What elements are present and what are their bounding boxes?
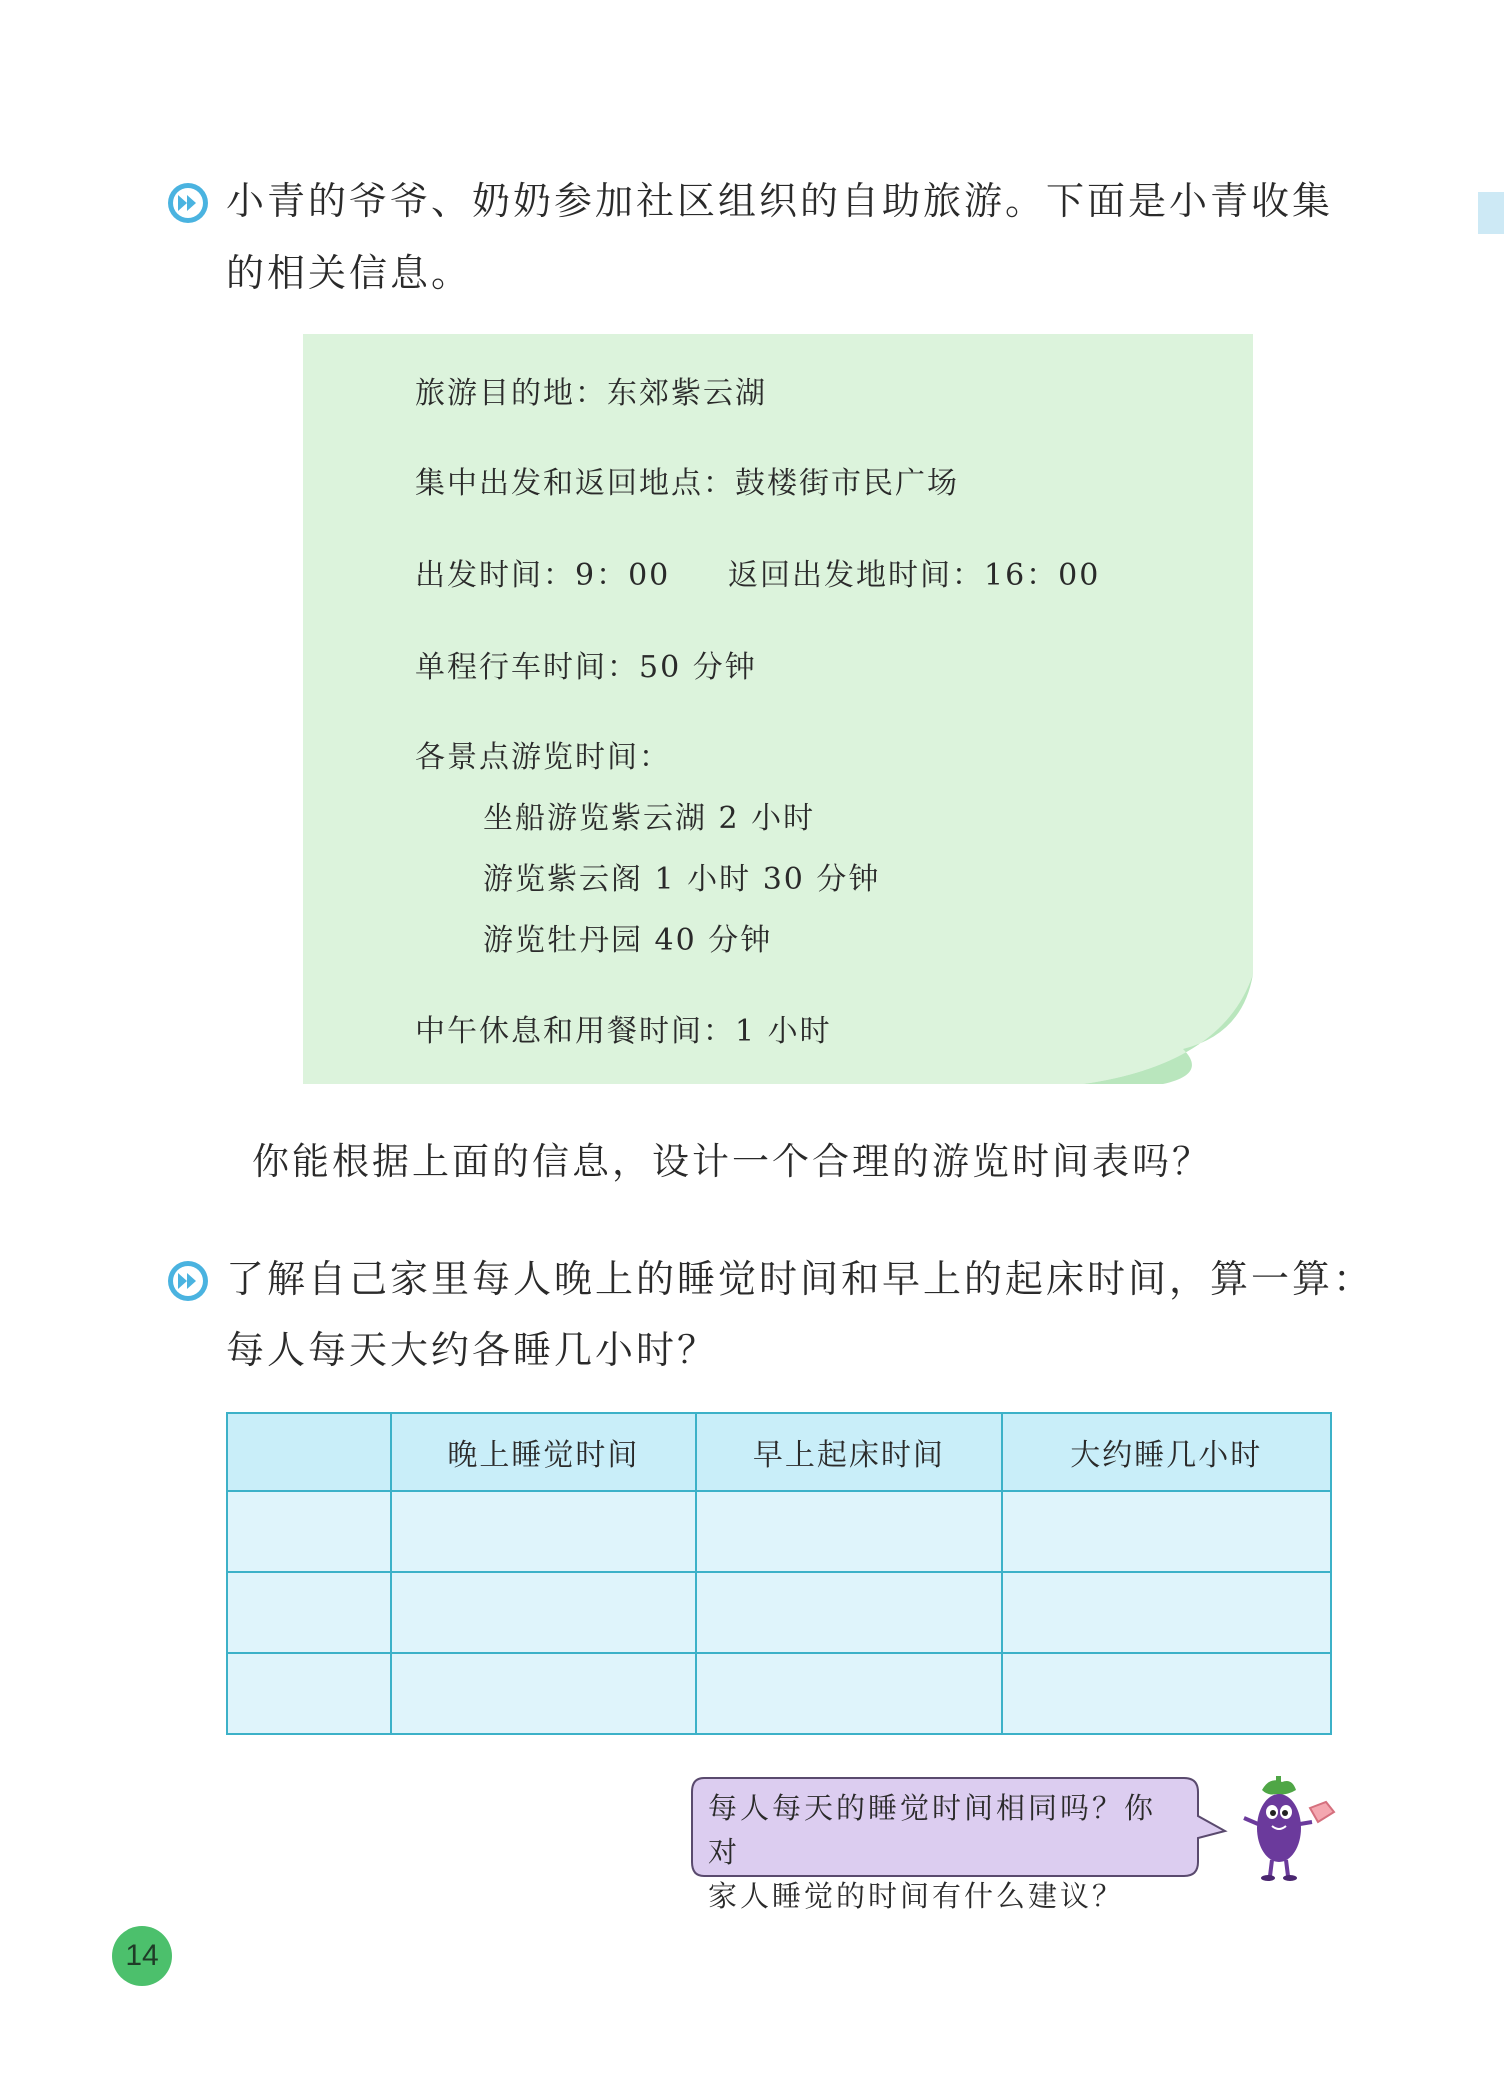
table-cell[interactable] xyxy=(227,1653,391,1734)
page-number-badge: 14 xyxy=(112,1926,172,1986)
play-bullet-icon xyxy=(168,183,208,223)
travel-info-card xyxy=(303,334,1253,1084)
table-cell[interactable] xyxy=(227,1572,391,1653)
bubble-line-1: 每人每天的睡觉时间相同吗？你对 xyxy=(708,1791,1157,1869)
eggplant-mascot-icon xyxy=(1230,1772,1340,1888)
table-header-cell: 大约睡几小时 xyxy=(1002,1413,1331,1491)
table-header-cell: 早上起床时间 xyxy=(696,1413,1001,1491)
table-cell[interactable] xyxy=(696,1572,1001,1653)
return-time-text: 返回出发地时间：16：00 xyxy=(728,558,1101,593)
one-way-drive-text: 单程行车时间：50 分钟 xyxy=(415,650,757,685)
table-cell[interactable] xyxy=(1002,1653,1331,1734)
table-cell[interactable] xyxy=(696,1491,1001,1572)
table-cell[interactable] xyxy=(391,1491,696,1572)
question-2-line-2: 每人每天大约各睡几小时？ xyxy=(226,1328,719,1372)
table-header-cell: 晚上睡觉时间 xyxy=(391,1413,696,1491)
lunch-break-text: 中午休息和用餐时间：1 小时 xyxy=(415,1014,832,1049)
table-cell[interactable] xyxy=(391,1572,696,1653)
table-row xyxy=(227,1653,1331,1734)
table-row xyxy=(227,1491,1331,1572)
destination-text: 旅游目的地：东郊紫云湖 xyxy=(415,376,767,411)
speech-bubble xyxy=(690,1776,1200,1913)
table-cell[interactable] xyxy=(696,1653,1001,1734)
table-header-row xyxy=(227,1413,1331,1491)
bubble-line-2: 家人睡觉的时间有什么建议？ xyxy=(708,1879,1125,1913)
sight-item: 坐船游览紫云湖 2 小时 xyxy=(483,801,816,836)
question-1-line-1: 小青的爷爷、奶奶参加社区组织的自助旅游。下面是小青收集 xyxy=(226,179,1334,223)
table-cell[interactable] xyxy=(1002,1491,1331,1572)
play-bullet-icon xyxy=(168,1261,208,1301)
side-tab-marker xyxy=(1478,192,1504,234)
question-2-line-1: 了解自己家里每人晚上的睡觉时间和早上的起床时间，算一算： xyxy=(226,1257,1375,1301)
table-header-cell xyxy=(227,1413,391,1491)
sleep-time-table xyxy=(226,1412,1332,1735)
sights-heading: 各景点游览时间： xyxy=(415,740,671,775)
schedule-prompt: 你能根据上面的信息，设计一个合理的游览时间表吗？ xyxy=(252,1140,1212,1183)
table-cell[interactable] xyxy=(227,1491,391,1572)
question-1-line-2: 的相关信息。 xyxy=(226,251,473,295)
departure-time-text: 出发时间：9：00 xyxy=(415,558,671,593)
sight-item: 游览紫云阁 1 小时 30 分钟 xyxy=(483,862,881,897)
meeting-point-text: 集中出发和返回地点：鼓楼街市民广场 xyxy=(415,466,959,501)
table-cell[interactable] xyxy=(1002,1572,1331,1653)
sight-item: 游览牡丹园 40 分钟 xyxy=(483,923,773,958)
table-cell[interactable] xyxy=(391,1653,696,1734)
table-row xyxy=(227,1572,1331,1653)
